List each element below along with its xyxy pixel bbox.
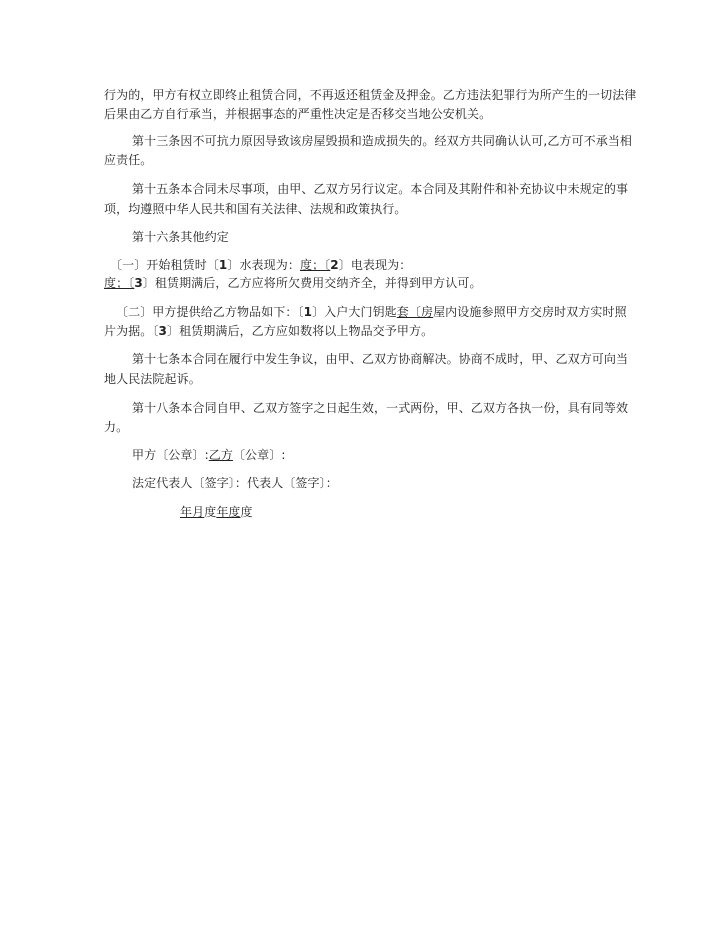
clause-2-line-1 xyxy=(116,305,652,319)
door-key-blank: 套〔房 xyxy=(396,305,434,319)
electric-meter-label: 〕电表现为： xyxy=(338,258,412,272)
clause-2-text-2: 片为据。〔 xyxy=(104,324,159,338)
water-meter-label: 〕水表现为： xyxy=(227,258,300,272)
electric-meter-blank: 度；〔 xyxy=(104,276,135,290)
date-blank-2: 年度 xyxy=(216,505,241,519)
party-a-seal-label: 甲方〔公章〕: xyxy=(132,448,209,462)
article-18-line-2: 力。 xyxy=(104,420,129,434)
paragraph-termination-line-2: 后果由乙方自行承当，并根据事态的严重性决定是否移交当地公安机关。 xyxy=(104,107,492,121)
item-number: 1 xyxy=(218,258,228,272)
article-13-line-1: 第十三条因不可抗力原因导致该房屋毁损和造成损失的。经双方共同确认认可,乙方可不承当相 xyxy=(132,134,633,148)
signature-party-line xyxy=(132,448,652,462)
water-meter-blank: 度；〔 xyxy=(299,258,331,272)
clause-2-continuation: 屋内设施参照甲方交房时双方实时照 xyxy=(433,305,627,319)
clause-2-rest: 〕租赁期满后，乙方应如数将以上物品交予甲方。 xyxy=(166,324,434,338)
item-number: 3 xyxy=(158,324,167,338)
date-line xyxy=(180,505,480,519)
representative-signature-line: 法定代表人〔签字〕：代表人〔签字〕： xyxy=(132,476,338,490)
item-number: 2 xyxy=(330,258,339,272)
item-number: 3 xyxy=(134,276,143,290)
clause-1-line-2 xyxy=(104,276,652,290)
item-number: 1 xyxy=(303,305,313,319)
date-text-1: 度 xyxy=(204,505,217,519)
clause-1-text: 〔一〕开始租赁时〔 xyxy=(110,258,219,272)
clause-2-text: 〔二〕甲方提供给乙方物品如下：〔 xyxy=(116,305,304,319)
article-15-line-1: 第十五条本合同未尽事项，由甲、乙双方另行议定。本合同及其附件和补充协议中未规定的事 xyxy=(132,182,629,196)
article-17-line-2: 地人民法院起诉。 xyxy=(104,372,201,386)
clause-1-rest: 〕租赁期满后，乙方应将所欠费用交纳齐全，并得到甲方认可。 xyxy=(142,276,482,290)
clause-2-line-2 xyxy=(104,324,652,338)
article-18-line-1: 第十八条本合同自甲、乙双方签字之日起生效，一式两份，甲、乙双方各执一份，具有同等效 xyxy=(132,401,629,415)
door-key-label: 〕入户大门钥匙 xyxy=(312,305,397,319)
clause-1-line-1 xyxy=(110,258,658,272)
date-blank-1: 年月 xyxy=(180,505,205,519)
party-b-label: 乙方 xyxy=(208,448,233,462)
article-15-line-2: 项，均遵照中华人民共和国有关法律、法规和政策执行。 xyxy=(104,202,407,216)
paragraph-termination-line-1: 行为的，甲方有权立即终止租赁合同，不再返还租赁金及押金。乙方违法犯罪行为所产生的一切法律 xyxy=(104,88,637,102)
party-b-seal-label: 〔公章〕: xyxy=(232,448,286,462)
article-13-line-2: 应责任。 xyxy=(104,153,153,167)
article-17-line-1: 第十七条本合同在履行中发生争议，由甲、乙双方协商解决。协商不成时，甲、乙双方可向当 xyxy=(132,352,629,366)
date-text-2: 度 xyxy=(240,505,253,519)
article-16-heading: 第十六条其他约定 xyxy=(132,230,229,244)
